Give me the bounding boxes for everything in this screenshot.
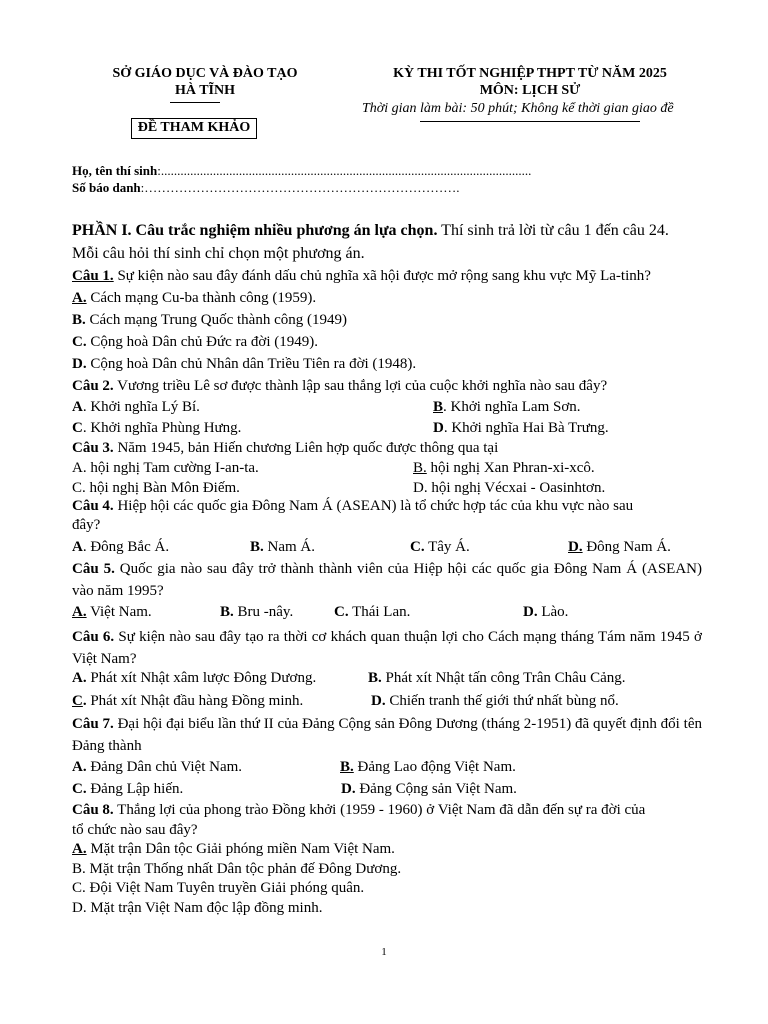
q4-option-c-text: Tây Á. (424, 539, 470, 555)
q8-text-line2: tổ chức nào sau đây? (72, 822, 198, 838)
q2-option-a (72, 399, 200, 416)
q7-option-a-key: A. (72, 759, 87, 775)
q5-option-c-key: C. (334, 604, 349, 620)
q1-option-d (72, 356, 416, 373)
q7-text: Đại hội đại biểu lần thứ II của Đảng Cộng sản Đông Dương (tháng 2-1951) đã quyết định đổi tên Đảng thành (72, 716, 702, 754)
q2-option-b-text: . Khởi nghĩa Lam Sơn. (443, 399, 581, 415)
q4-label: Câu 4. (72, 498, 114, 514)
q5-option-b-text: Bru -nây. (233, 604, 294, 620)
province-name: HÀ TĨNH (174, 83, 236, 98)
q3-option-b-key: B. (413, 460, 427, 476)
q1-label: Câu 1. (72, 268, 114, 284)
part1-heading (72, 222, 669, 240)
q4-option-b (250, 539, 315, 556)
q8-text-line1: Thắng lợi của phong trào Đồng khởi (1959 - 1960) ở Việt Nam đã dẫn đến sự ra đời của (113, 802, 646, 818)
q8-option-d: D. Mặt trận Việt Nam độc lập đồng minh. (72, 900, 323, 916)
q2-option-d-text: . Khởi nghĩa Hai Bà Trưng. (443, 420, 609, 436)
q2-option-a-text: . Khởi nghĩa Lý Bí. (82, 399, 200, 415)
q2-stem (72, 378, 607, 395)
q1-stem (72, 268, 651, 285)
part1-intro1: Thí sinh trả lời từ câu 1 đến câu 24. (437, 222, 669, 239)
q1-option-d-text: Cộng hoà Dân chủ Nhân dân Triều Tiên ra đời (1948). (86, 356, 417, 372)
q4-option-d-text: Đông Nam Á. (582, 539, 671, 555)
q7-option-c-key: C. (72, 781, 87, 797)
q6-option-d-key: D. (371, 693, 386, 709)
q6-option-a-text: Phát xít Nhật xâm lược Đông Dương. (86, 670, 317, 686)
q8-option-c: C. Đội Việt Nam Tuyên truyền Giải phóng quân. (72, 880, 365, 896)
q6-option-c-dot: . (82, 693, 87, 709)
q5-option-d-text: Lào. (537, 604, 569, 620)
q2-option-a-key: A (72, 399, 83, 415)
q7-option-a (72, 759, 242, 776)
q7-option-b (340, 759, 516, 776)
q2-option-d (433, 420, 609, 437)
q7-option-d-key: D. (341, 781, 356, 797)
candidate-name-label: Họ, tên thí sinh (72, 163, 158, 178)
q1-option-c-key: C. (72, 334, 87, 350)
q7-option-b-text: Đảng Lao động Việt Nam. (353, 759, 516, 775)
q4-option-c-key: C. (410, 539, 425, 555)
q1-text: Sự kiện nào sau đây đánh dấu chủ nghĩa xã hội được mở rộng sang khu vực Mỹ La-tinh? (113, 268, 651, 284)
q7-label: Câu 7. (72, 716, 114, 732)
candidate-name-row (72, 163, 531, 179)
time-underline (420, 121, 640, 122)
q1-option-c-text: Cộng hoà Dân chủ Đức ra đời (1949). (86, 334, 319, 350)
candidate-sbd-row (72, 180, 460, 196)
q5-label: Câu 5. (72, 561, 115, 577)
q5-option-c (334, 604, 410, 621)
q5-option-a (72, 604, 152, 621)
q1-option-b-text: Cách mạng Trung Quốc thành công (1949) (85, 312, 347, 328)
q7-option-c (72, 781, 183, 798)
q3-option-b (413, 460, 595, 477)
q8-option-b: B. Mặt trận Thống nhất Dân tộc phản đế Đông Dương. (72, 861, 402, 877)
q4-option-c (410, 539, 470, 556)
q7-stem (72, 713, 702, 757)
q6-text: Sự kiện nào sau đây tạo ra thời cơ khách quan thuận lợi cho Cách mạng tháng Tám năm 1945 ở Việt Nam? (72, 629, 702, 667)
q4-option-a-text: . Đông Bắc Á. (82, 539, 170, 555)
q7-option-d-text: Đảng Cộng sản Việt Nam. (355, 781, 517, 797)
q6-option-c-key: C (72, 693, 83, 709)
q6-option-a (72, 670, 316, 687)
exam-title: KỲ THI TỐT NGHIỆP THPT TỪ NĂM 2025 (393, 66, 667, 81)
q6-option-a-key: A. (72, 670, 87, 686)
q6-option-b-text: Phát xít Nhật tấn công Trân Châu Cảng. (381, 670, 626, 686)
q6-option-b-key: B. (368, 670, 382, 686)
q2-option-c-text: . Khởi nghĩa Phùng Hưng. (82, 420, 242, 436)
candidate-sbd-label: Số báo danh (72, 180, 141, 195)
q5-stem (72, 558, 702, 602)
q2-text: Vương triều Lê sơ được thành lập sau thắng lợi của cuộc khởi nghĩa nào sau đây? (113, 378, 608, 394)
dept-name: SỞ GIÁO DỤC VÀ ĐÀO TẠO (112, 66, 298, 81)
q3-option-a: A. hội nghị Tam cường I-an-ta. (72, 460, 259, 476)
q2-option-c-key: C (72, 420, 83, 436)
q8-option-a-key: A. (72, 841, 87, 857)
part1-intro2: Mỗi câu hỏi thí sinh chỉ chọn một phương án. (72, 245, 365, 262)
q7-option-a-text: Đảng Dân chủ Việt Nam. (86, 759, 243, 775)
exam-type-box (131, 118, 257, 139)
q6-option-c-text: Phát xít Nhật đầu hàng Đồng minh. (86, 693, 304, 709)
q2-option-c (72, 420, 241, 437)
q4-option-a-key: A (72, 539, 83, 555)
q5-text: Quốc gia nào sau đây trở thành thành viên của Hiệp hội các quốc gia Đông Nam Á (ASEAN) vào năm 1995? (72, 561, 702, 599)
q7-option-b-key: B. (340, 759, 354, 775)
q4-stem (72, 498, 633, 515)
q3-stem (72, 440, 498, 457)
candidate-name-dots: :.................................................................................................................. (157, 163, 532, 178)
q2-option-d-key: D (433, 420, 444, 436)
q1-option-a-key: A. (72, 290, 87, 306)
q6-stem (72, 626, 702, 670)
page-number: 1 (381, 946, 387, 958)
q7-option-c-text: Đảng Lập hiến. (86, 781, 184, 797)
part1-title: PHẦN I. Câu trắc nghiệm nhiều phương án lựa chọn. (72, 222, 438, 239)
q5-option-d-key: D. (523, 604, 538, 620)
q1-option-a (72, 290, 316, 307)
q1-option-b (72, 312, 347, 329)
q2-option-b-key: B (433, 399, 444, 415)
time-note: Thời gian làm bài: 50 phút; Không kể thời gian giao đề (362, 101, 674, 116)
subject-title: MÔN: LỊCH SỬ (479, 83, 581, 98)
q3-option-d: D. hội nghị Vécxai - Oasinhtơn. (413, 480, 606, 496)
q4-option-b-text: Nam Á. (263, 539, 316, 555)
province-underline (170, 102, 220, 103)
q1-option-d-key: D. (72, 356, 87, 372)
q6-option-c (72, 693, 303, 710)
q1-option-b-key: B. (72, 312, 86, 328)
q3-option-b-text: hội nghị Xan Phran-xi-xcô. (426, 460, 595, 476)
q8-option-a (72, 841, 395, 858)
q7-option-d (341, 781, 517, 798)
q5-option-d (523, 604, 568, 621)
q8-option-a-text: Mặt trận Dân tộc Giải phóng miền Nam Việt Nam. (86, 841, 395, 857)
q5-option-a-text: Việt Nam. (86, 604, 152, 620)
q6-option-b (368, 670, 626, 687)
q4-option-d-key: D. (568, 539, 583, 555)
q2-option-b (433, 399, 581, 416)
q1-option-c (72, 334, 318, 351)
q5-option-b (220, 604, 293, 621)
q8-label: Câu 8. (72, 802, 114, 818)
q5-option-c-text: Thái Lan. (348, 604, 411, 620)
exam-type-label: ĐỀ THAM KHẢO (137, 120, 251, 135)
q4-option-a (72, 539, 169, 556)
q4-option-b-key: B. (250, 539, 264, 555)
q2-label: Câu 2. (72, 378, 114, 394)
candidate-sbd-dots: :………………………………………………………………. (140, 180, 460, 195)
q4-text-line2: đây? (72, 517, 101, 533)
q4-text-line1: Hiệp hội các quốc gia Đông Nam Á (ASEAN) là tổ chức hợp tác của khu vực nào sau (113, 498, 634, 514)
q4-option-d (568, 539, 671, 556)
q1-option-a-text: Cách mạng Cu-ba thành công (1959). (86, 290, 317, 306)
q3-option-c: C. hội nghị Bàn Môn Điếm. (72, 480, 240, 496)
q8-stem (72, 802, 645, 819)
q5-option-b-key: B. (220, 604, 234, 620)
q6-option-d (371, 693, 619, 710)
q3-label: Câu 3. (72, 440, 114, 456)
q6-label: Câu 6. (72, 629, 115, 645)
q6-option-d-text: Chiến tranh thế giới thứ nhất bùng nổ. (385, 693, 619, 709)
q5-option-a-key: A. (72, 604, 87, 620)
q3-text: Năm 1945, bản Hiến chương Liên hợp quốc được thông qua tại (113, 440, 499, 456)
